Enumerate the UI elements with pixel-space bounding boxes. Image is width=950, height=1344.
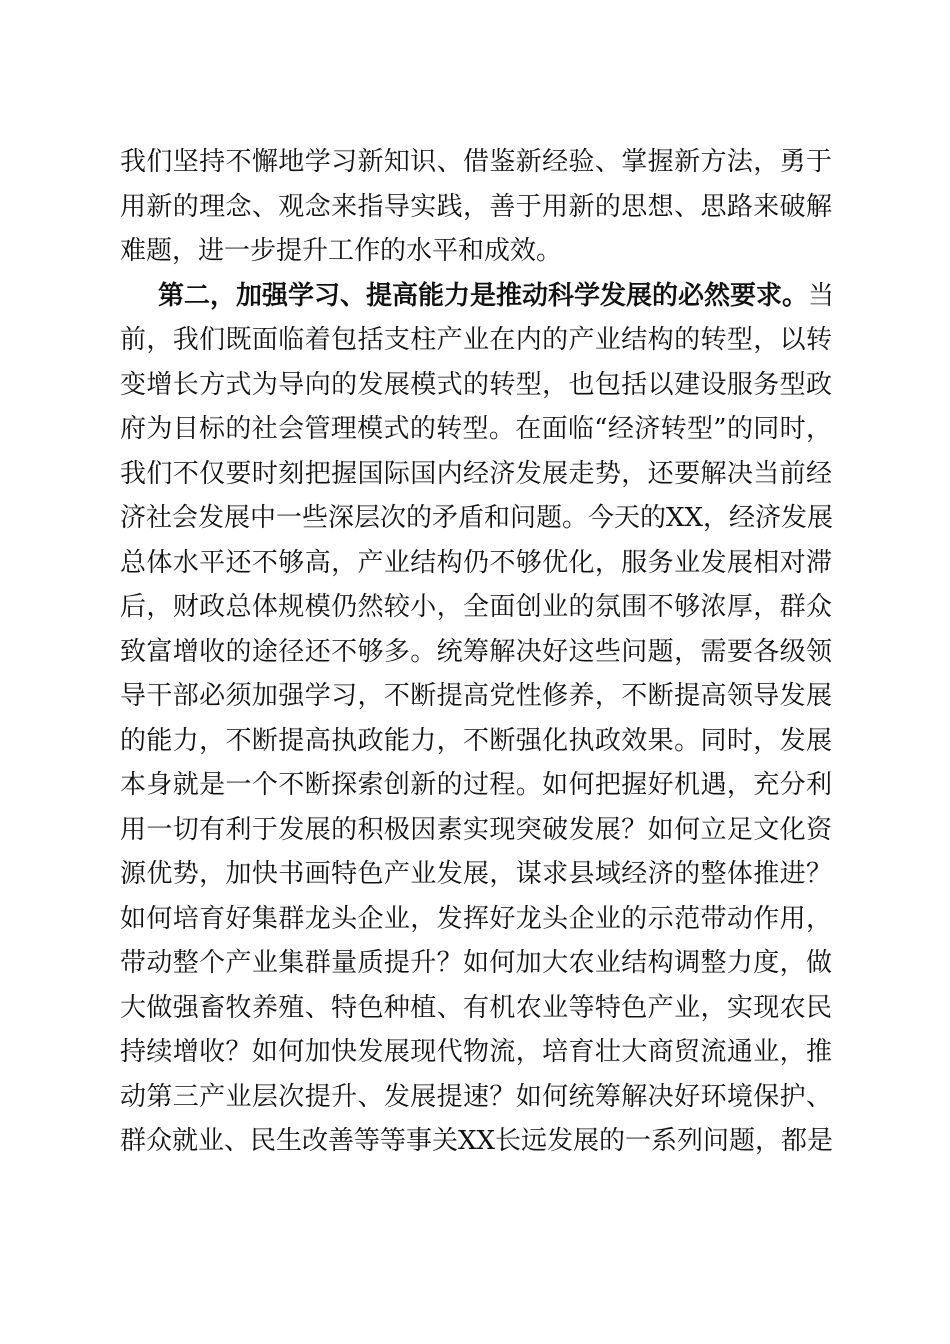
paragraph-line: 变增长方式为导向的发展模式的转型，也包括以建设服务型政 xyxy=(120,369,832,400)
paragraph-first-line-rest: 当 xyxy=(808,280,835,311)
paragraph-line: 难题，进一步提升工作的水平和成效。 xyxy=(120,236,563,266)
paragraph-heading: 第二，加强学习、提高能力是推动科学发展的必然要求。 xyxy=(158,280,809,311)
paragraph-line: 如何培育好集群龙头企业，发挥好龙头企业的示范带动作用， xyxy=(120,903,832,934)
paragraph-line: 持续增收？如何加快发展现代物流，培育壮大商贸流通业，推 xyxy=(120,1037,832,1067)
paragraph-1 xyxy=(120,140,832,274)
paragraph-line: 府为目标的社会管理模式的转型。在面临“经济转型”的同时， xyxy=(120,414,832,444)
paragraph-line: 的能力，不断提高执政能力，不断强化执政效果。同时，发展 xyxy=(120,725,832,756)
paragraph-line: 带动整个产业集群量质提升？如何加大农业结构调整力度，做 xyxy=(120,948,832,978)
paragraph-line: 大做强畜牧养殖、特色种植、有机农业等特色产业，实现农民 xyxy=(120,992,832,1023)
paragraph-line: 用一切有利于发展的积极因素实现突破发展？如何立足文化资 xyxy=(120,814,832,845)
paragraph-line: 导干部必须加强学习，不断提高党性修养，不断提高领导发展 xyxy=(120,681,832,711)
paragraph-line: 济社会发展中一些深层次的矛盾和问题。今天的XX，经济发展 xyxy=(120,503,834,533)
paragraph-2 xyxy=(120,274,835,1164)
paragraph-line: 我们坚持不懈地学习新知识、借鉴新经验、掌握新方法，勇于 xyxy=(120,147,832,177)
paragraph-line: 后，财政总体规模仍然较小，全面创业的氛围不够浓厚，群众 xyxy=(120,592,832,622)
paragraph-line: 总体水平还不够高，产业结构仍不够优化，服务业发展相对滞 xyxy=(120,547,832,578)
paragraph-line: 本身就是一个不断探索创新的过程。如何把握好机遇，充分利 xyxy=(120,770,832,800)
paragraph-line: 群众就业、民生改善等等事关XX长远发展的一系列问题，都是 xyxy=(120,1126,834,1156)
paragraph-line: 用新的理念、观念来指导实践，善于用新的思想、思路来破解 xyxy=(120,191,832,222)
paragraph-line: 动第三产业层次提升、发展提速？如何统筹解决好环境保护、 xyxy=(120,1081,832,1112)
document-body xyxy=(120,140,835,1164)
paragraph-line: 前，我们既面临着包括支柱产业在内的产业结构的转型，以转 xyxy=(120,325,832,355)
paragraph-line: 我们不仅要时刻把握国际国内经济发展走势，还要解决当前经 xyxy=(120,458,832,489)
paragraph-line: 源优势，加快书画特色产业发展，谋求县域经济的整体推进？ xyxy=(120,859,832,889)
paragraph-first-line xyxy=(120,274,835,319)
paragraph-line: 致富增收的途径还不够多。统筹解决好这些问题，需要各级领 xyxy=(120,636,832,667)
